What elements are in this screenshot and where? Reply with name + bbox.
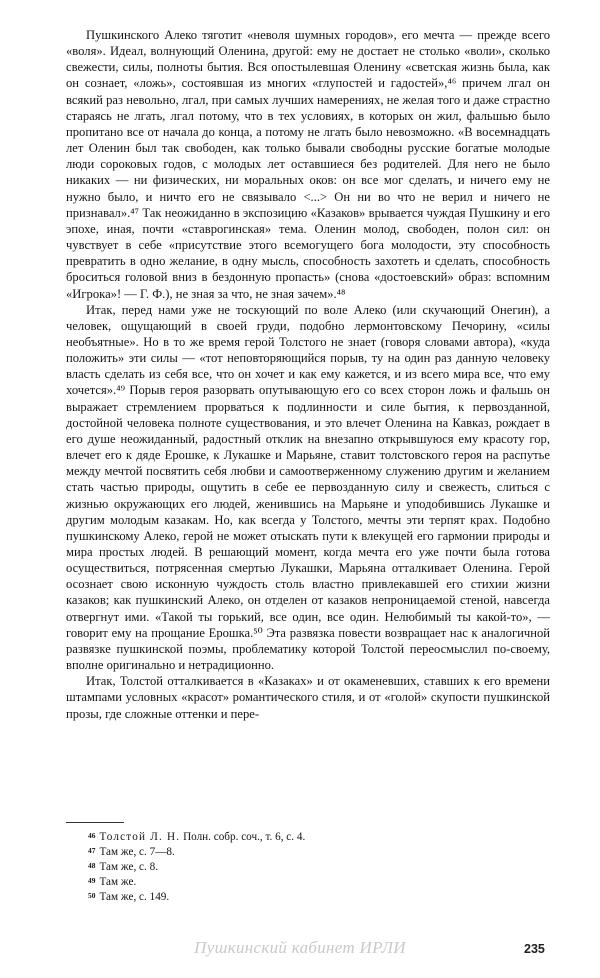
paragraph-1: Пушкинского Алеко тяготит «неволя шумных городов», его мечта — прежде всего «воля». Идеал, волнующий Оленина, другой: ему не достает не столько «воли», сколько свежести, силы, полноты бытия. Вся опостылевшая Оленину «светская жизнь была, как он сознает, «ложь», состоявшая из многих «глупостей и гадостей»,⁴⁶ причем лгал он всякий раз невольно, лгал, при самых лучших намерениях, не желая того и даже страстно стараясь не лгать, лгал потому, что в тех условиях, в которых он жил, фальшью было пропитано все от начала до конца, а потому не лгать было невозможно. «В восемнадцать лет Оленин был так свободен, как только бывали свободны русские богатые молодые люди сороковых годов, с молодых лет оставшиеся без родителей. Для него не было никаких — ни физических, ни моральных оков: он все мог сделать, и ничего ему не нужно было, и ничто его не связывало <...> Он ни во что не верил и ничего не признавал».⁴⁷ Так неожиданно в экспозицию «Казаков» врывается чуждая Пушкину и его эпохе, иная, почти «ставрогинская» тема. Оленин молод, свободен, полон сил: он чувствует в себе «присутствие этого всемогущего бога молодости, эту способность превратить в одно желание, в одну мысль, способность захотеть и сделать, способность броситься головой вниз в бездонную пропасть» (снова «достоевский» образ: вспомним «Игрока»! — Г. Ф.), не зная за что, не зная зачем».⁴⁸ <box>66 28 550 301</box>
footnote-number: 49 <box>88 876 96 886</box>
footnote-number: 46 <box>88 831 96 840</box>
footnote-number: 47 <box>88 846 96 856</box>
paragraph-3: Итак, Толстой отталкивается в «Казаках» и от окаменевших, ставших к его времени штампами условных «красот» романтического стиля, и от «голой» скупости пушкинской прозы, где сложные оттенки и пере- <box>66 674 550 721</box>
footnote-text: Там же. <box>99 876 137 889</box>
footnote-49 <box>88 874 508 889</box>
page-number: 235 <box>524 942 545 956</box>
footnote-50 <box>88 889 508 904</box>
footnote-48 <box>88 859 508 874</box>
footnote-author: Толстой Л. Н. <box>99 831 181 843</box>
paragraph-2: Итак, перед нами уже не тоскующий по воле Алеко (или скучающий Онегин), а человек, ощущающий в своей груди, подобно лермонтовскому Печорину, «силы необъятные». Но в то же время герой Толстого не знает (говоря словами автора), «куда положить» эти силы — «тот неповторяющийся порыв, ту на один раз данную человеку власть сделать из себя все, что он хочет и как ему кажется, и из всего мира все, что ему хочется».⁴⁹ Порыв героя разорвать опутывающую его со всех сторон ложь и фальшь он выражает стремлением прорваться к подлинности и силе бытия, к первозданной, достойной человека полноте существования, и это влечет Оленина на Кавказ, рождает в его душе неожиданный, радостный отклик на внезапно открывшуюся ему красоту гор, влечет его к дяде Ерошке, к Лукашке и Марьяне, ставит толстовского героя на распутье между мечтой посвятить себя любви и самоотверженному служению другим и желанием стать частью природы, ощутить в себе ее первозданную силу и свежесть, слиться с жизнью окружающих его людей, женившись на Марьяне и уподобившись Лукашке и другим молодым казакам. Но, как всегда у Толстого, мечты эти терпят крах. Подобно пушкинскому Алеко, герой не может отыскать пути к влекущей его гармонии природы и мира простых людей. В решающий момент, когда мечта его уже почти была готова осуществиться, потрясенная смертью Лукашки, Марьяна отталкивает Оленина. Герой осознает свою исконную чуждость столь властно привлекавшей его стихии жизни казаков; как пушкинский Алеко, он отделен от казаков непроницаемой стеной, навсегда отвергнут ими. «Такой ты горький, все один, все один. Нелюбимый ты какой-то», — говорит ему на прощание Ерошка.⁵⁰ Эта развязка повести возвращает нас к аналогичной развязке пушкинской поэмы, проблематику которой Толстой переосмыслил по-своему, вполне оригинально и нетрадиционно. <box>66 302 550 673</box>
body-text <box>66 27 550 722</box>
footnote-number: 48 <box>88 861 96 871</box>
footnotes <box>88 829 508 904</box>
footnote-text: Там же, с. 7—8. <box>99 846 175 859</box>
footnote-text: Там же, с. 149. <box>99 891 170 904</box>
watermark: Пушкинский кабинет ИРЛИ <box>194 938 406 957</box>
footnote-divider <box>66 822 124 823</box>
footnote-text: Полн. собр. соч., т. 6, с. 4. <box>183 831 306 843</box>
footnote-46 <box>88 829 508 844</box>
footnote-47 <box>88 844 508 859</box>
footnote-number: 50 <box>88 891 96 901</box>
footnote-text: Там же, с. 8. <box>99 861 158 874</box>
